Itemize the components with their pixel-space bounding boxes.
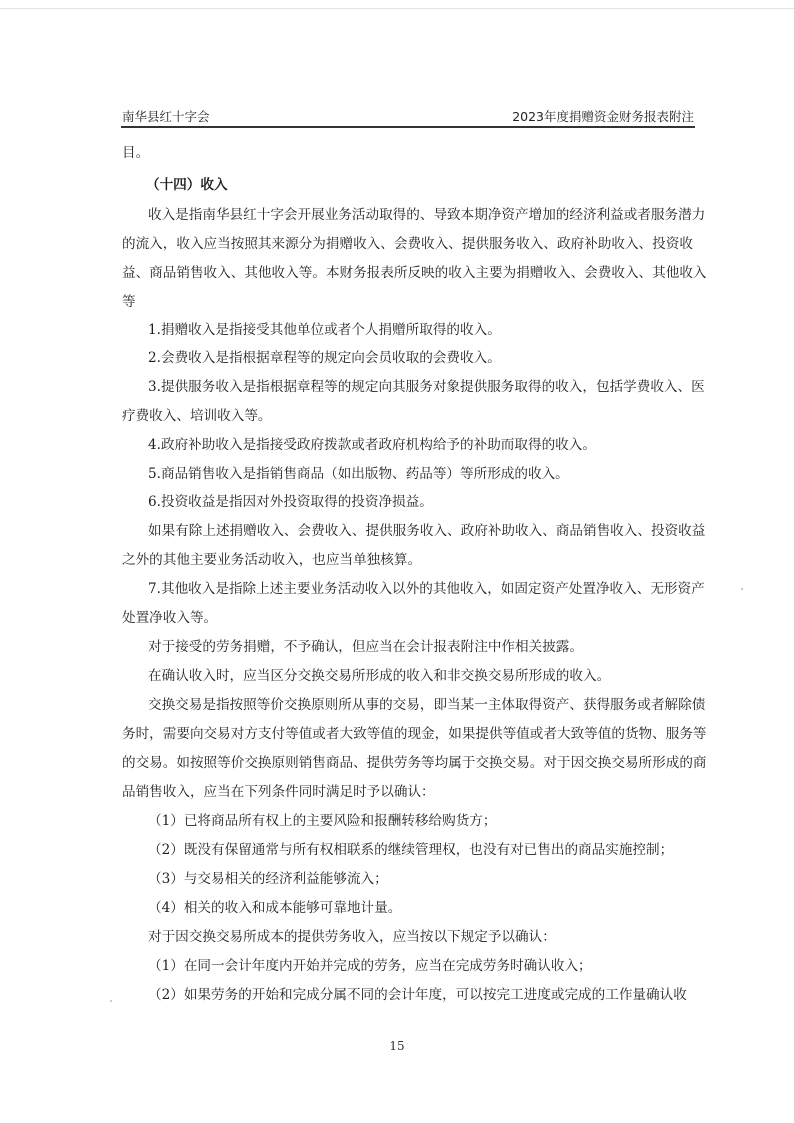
list-item: 4.政府补助收入是指接受政府拨款或者政府机构给予的补助而取得的收入。 (148, 437, 596, 453)
body-line: 品销售收入，应当在下列条件同时满足时予以确认： (122, 784, 435, 800)
body-line: 对于接受的劳务捐赠，不予确认，但应当在会计报表附注中作相关披露。 (148, 639, 583, 655)
list-item: 3.提供服务收入是指根据章程等的规定向其服务对象提供服务取得的收入，包括学费收入、医 (148, 379, 705, 395)
body-line: 的交易。如按照等价交换原则销售商品、提供劳务等均属于交换交易。对于因交换交易所形成的商 (122, 755, 707, 771)
condition-item: （1）已将商品所有权上的主要风险和报酬转移给购货方； (148, 813, 497, 829)
condition-item: （2）如果劳务的开始和完成分属不同的会计年度，可以按完工进度或完成的工作量确认收 (148, 987, 687, 1003)
list-item: 2.会费收入是指根据章程等的规定向会员收取的会费收入。 (148, 350, 501, 366)
condition-item: （4）相关的收入和成本能够可靠地计量。 (148, 900, 402, 916)
condition-item: （1）在同一会计年度内开始并完成的劳务，应当在完成劳务时确认收入； (148, 958, 592, 974)
list-item: 6.投资收益是指因对外投资取得的投资净损益。 (148, 494, 433, 510)
section-heading: （十四）收入 (146, 177, 228, 193)
body-line: 如果有除上述捐赠收入、会费收入、提供服务收入、政府补助收入、商品销售收入、投资收益 (148, 523, 706, 539)
page-header (122, 107, 694, 127)
page-number: 15 (389, 1039, 405, 1053)
condition-item: （3）与交易相关的经济利益能够流入； (148, 871, 388, 887)
body-line: 的流入，收入应当按照其来源分为捐赠收入、会费收入、提供服务收入、政府补助收入、投资收 (122, 236, 693, 252)
body-line: 对于因交换交易所成本的提供劳务收入，应当按以下规定予以确认： (148, 929, 556, 945)
list-item: 5.商品销售收入是指销售商品（如出版物、药品等）等所形成的收入。 (148, 466, 569, 482)
body-line: 益、商品销售收入、其他收入等。本财务报表所反映的收入主要为捐赠收入、会费收入、其他收入 (122, 265, 707, 281)
body-line: 疗费收入、培训收入等。 (122, 408, 272, 424)
scan-speck (110, 1000, 112, 1002)
body-line: 收入是指南华县红十字会开展业务活动取得的、导致本期净资产增加的经济利益或者服务潜力 (148, 207, 706, 223)
header-rule (121, 126, 695, 128)
scan-edge-line (0, 8, 794, 9)
header-doc-title: 2023年度捐赠资金财务报表附注 (512, 109, 694, 124)
body-line: 在确认收入时，应当区分交换交易所形成的收入和非交换交易所形成的收入。 (148, 668, 611, 684)
condition-item: （2）既没有保留通常与所有权相联系的继续管理权，也没有对已售出的商品实施控制； (148, 842, 674, 858)
list-item: 1.捐赠收入是指接受其他单位或者个人捐赠所取得的收入。 (148, 322, 501, 338)
body-line: 等 (122, 294, 136, 310)
header-org: 南华县红十字会 (122, 109, 210, 124)
body-line: 处置净收入等。 (122, 610, 218, 626)
body-line: 目。 (122, 145, 150, 161)
body-line: 交换交易是指按照等价交换原则所从事的交易，即当某一主体取得资产、获得服务或者解除债 (148, 697, 706, 713)
scan-speck (741, 588, 743, 590)
body-line: 务时，需要向交易对方支付等值或者大致等值的现金，如果提供等值或者大致等值的货物、服务等 (122, 726, 707, 742)
body-line: 之外的其他主要业务活动收入，也应当单独核算。 (122, 552, 422, 568)
list-item: 7.其他收入是指除上述主要业务活动收入以外的其他收入，如固定资产处置净收入、无形资产 (148, 581, 705, 597)
